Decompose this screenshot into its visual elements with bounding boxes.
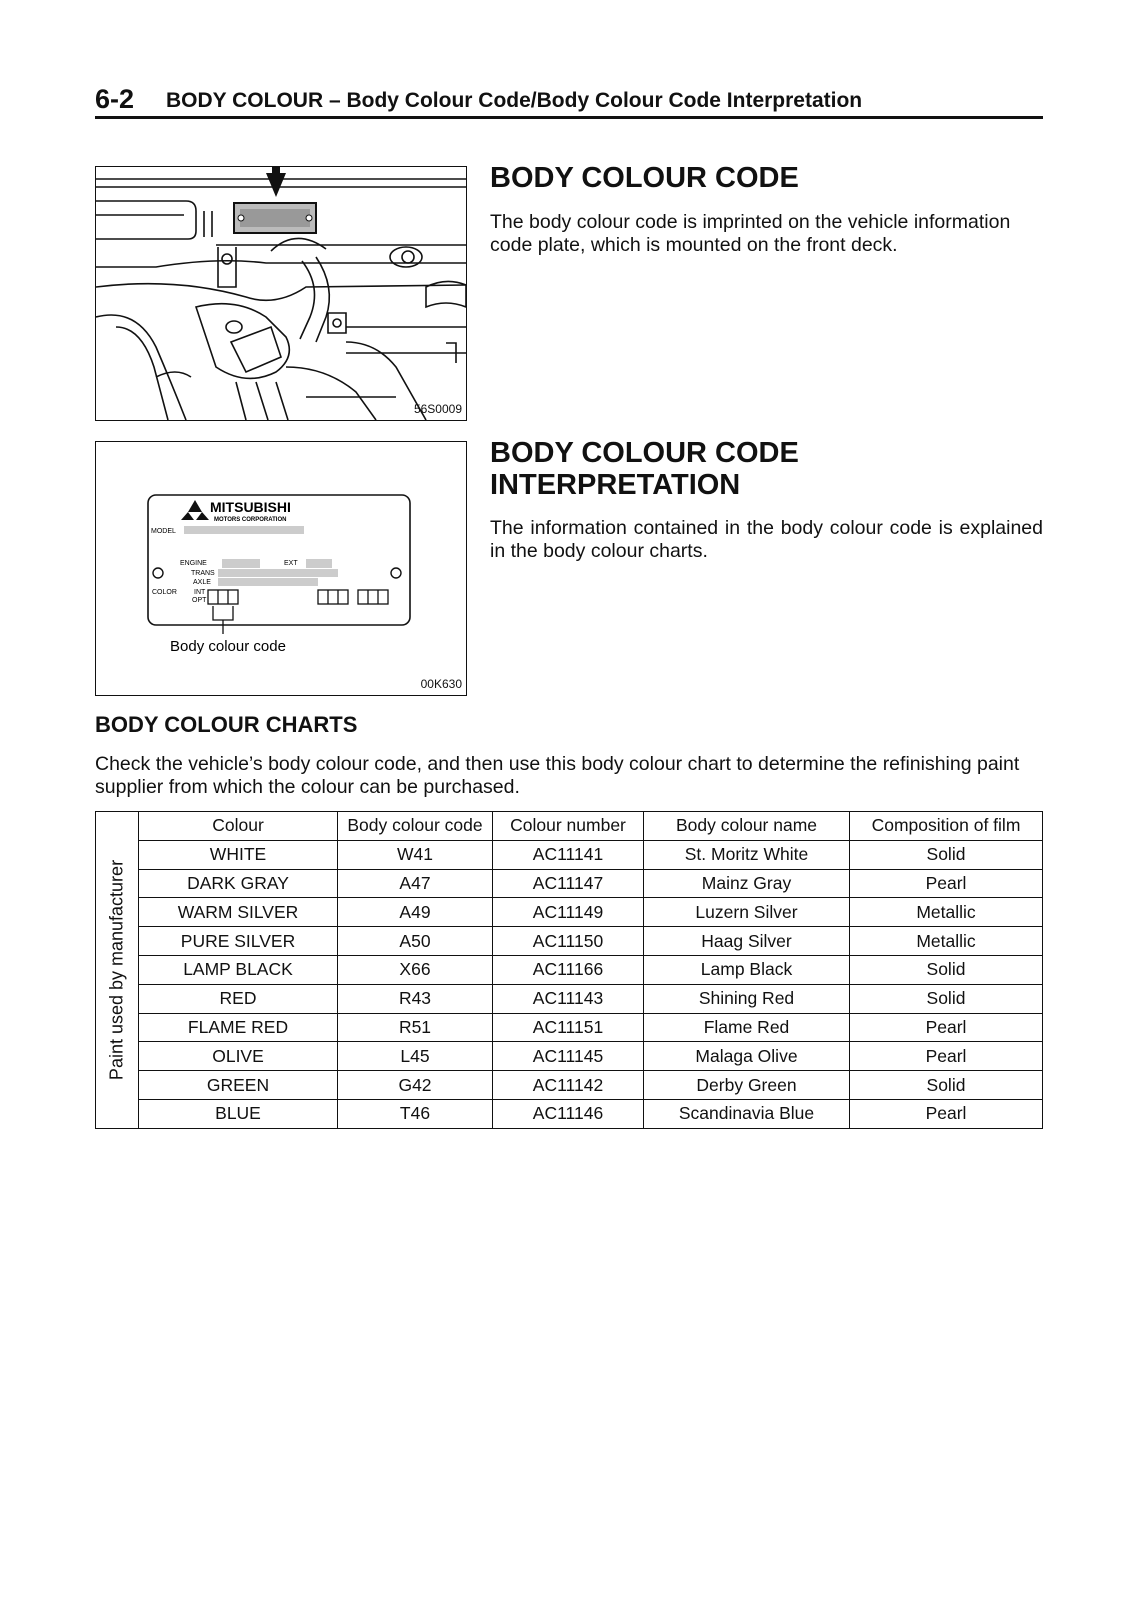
heading-line: INTERPRETATION [490, 469, 741, 501]
section-text-interpretation: The information contained in the body colour code is explained in the body colour charts. [490, 517, 1043, 562]
table-cell: AC11146 [493, 1099, 644, 1128]
table-cell: Pearl [850, 1013, 1043, 1042]
table-cell: G42 [338, 1071, 493, 1100]
table-header-row [96, 812, 1043, 841]
table-row [96, 1099, 1043, 1128]
table-cell: AC11150 [493, 927, 644, 956]
table-row [96, 898, 1043, 927]
table-cell: BLUE [139, 1099, 338, 1128]
page-title: BODY COLOUR – Body Colour Code/Body Colour Code Interpretation [166, 89, 863, 112]
plate-ext-label: EXT [284, 560, 298, 567]
body-colour-table [95, 811, 1043, 1129]
table-cell: Malaga Olive [644, 1042, 850, 1071]
section-heading-charts: BODY COLOUR CHARTS [95, 712, 358, 737]
table-cell: Derby Green [644, 1071, 850, 1100]
table-row [96, 927, 1043, 956]
table-cell: AC11149 [493, 898, 644, 927]
page-number: 6-2 [95, 84, 135, 114]
table-cell: Shining Red [644, 984, 850, 1013]
page-header [95, 84, 1043, 119]
table-cell: LAMP BLACK [139, 955, 338, 984]
table-cell: AC11141 [493, 840, 644, 869]
table-cell: Flame Red [644, 1013, 850, 1042]
table-cell: Lamp Black [644, 955, 850, 984]
table-cell: AC11142 [493, 1071, 644, 1100]
plate-model-label: MODEL [151, 528, 176, 535]
table-row [96, 1042, 1043, 1071]
table-row [96, 1071, 1043, 1100]
figure-code: 00K630 [420, 677, 462, 691]
table-cell: DARK GRAY [139, 869, 338, 898]
table-cell: AC11151 [493, 1013, 644, 1042]
table-cell: A49 [338, 898, 493, 927]
table-cell: Luzern Silver [644, 898, 850, 927]
table-cell: St. Moritz White [644, 840, 850, 869]
table-cell: OLIVE [139, 1042, 338, 1071]
table-row [96, 1013, 1043, 1042]
table-cell: AC11166 [493, 955, 644, 984]
column-header: Body colour code [338, 812, 493, 841]
table-row [96, 840, 1043, 869]
heading-line: BODY COLOUR CODE [490, 437, 799, 469]
table-row [96, 984, 1043, 1013]
table-cell: R43 [338, 984, 493, 1013]
table-cell: Solid [850, 984, 1043, 1013]
table-cell: T46 [338, 1099, 493, 1128]
table-cell: WHITE [139, 840, 338, 869]
plate-caption: Body colour code [170, 638, 286, 655]
table-cell: Pearl [850, 1099, 1043, 1128]
table-cell: AC11145 [493, 1042, 644, 1071]
table-row [96, 869, 1043, 898]
table-cell: Solid [850, 840, 1043, 869]
table-cell: Haag Silver [644, 927, 850, 956]
engine-bay-figure [95, 166, 467, 421]
plate-brand: MITSUBISHI [210, 499, 291, 515]
table-cell: WARM SILVER [139, 898, 338, 927]
table-cell: A50 [338, 927, 493, 956]
table-cell: Pearl [850, 1042, 1043, 1071]
table-cell: PURE SILVER [139, 927, 338, 956]
plate-opt-label: OPT [192, 597, 207, 604]
table-cell: L45 [338, 1042, 493, 1071]
column-header: Colour [139, 812, 338, 841]
table-cell: W41 [338, 840, 493, 869]
table-cell: Metallic [850, 898, 1043, 927]
section-heading-body-colour-code: BODY COLOUR CODE [490, 162, 799, 194]
plate-engine-label: ENGINE [180, 560, 207, 567]
table-cell: Solid [850, 955, 1043, 984]
table-cell: Mainz Gray [644, 869, 850, 898]
side-label-cell [96, 812, 139, 1129]
section-text-body-colour-code: The body colour code is imprinted on the vehicle information code plate, which is mounted on the front deck. [490, 211, 1011, 256]
table-cell: AC11143 [493, 984, 644, 1013]
code-plate-figure [95, 441, 467, 696]
table-cell: Metallic [850, 927, 1043, 956]
plate-brand-sub: MOTORS CORPORATION [214, 517, 287, 523]
table-cell: RED [139, 984, 338, 1013]
plate-int-label: INT [194, 589, 206, 596]
column-header: Body colour name [644, 812, 850, 841]
table-cell: X66 [338, 955, 493, 984]
table-cell: Pearl [850, 869, 1043, 898]
table-cell: Solid [850, 1071, 1043, 1100]
plate-color-label: COLOR [152, 589, 177, 596]
table-cell: A47 [338, 869, 493, 898]
section-heading-interpretation [490, 437, 799, 501]
table-cell: FLAME RED [139, 1013, 338, 1042]
column-header: Composition of film [850, 812, 1043, 841]
table-cell: GREEN [139, 1071, 338, 1100]
code-plate-illustration [96, 442, 466, 695]
plate-axle-label: AXLE [193, 579, 211, 586]
plate-trans-label: TRANS [191, 570, 215, 577]
engine-bay-illustration [96, 167, 466, 420]
column-header: Colour number [493, 812, 644, 841]
table-cell: AC11147 [493, 869, 644, 898]
figure-code: 56S0009 [413, 402, 462, 416]
section-text-charts: Check the vehicle’s body colour code, and then use this body colour chart to determine the refinishing paint supplier from which the colour can be purchased. [95, 753, 1020, 798]
table-row [96, 955, 1043, 984]
side-label: Paint used by manufacturer [106, 859, 127, 1080]
table-cell: R51 [338, 1013, 493, 1042]
table-cell: Scandinavia Blue [644, 1099, 850, 1128]
